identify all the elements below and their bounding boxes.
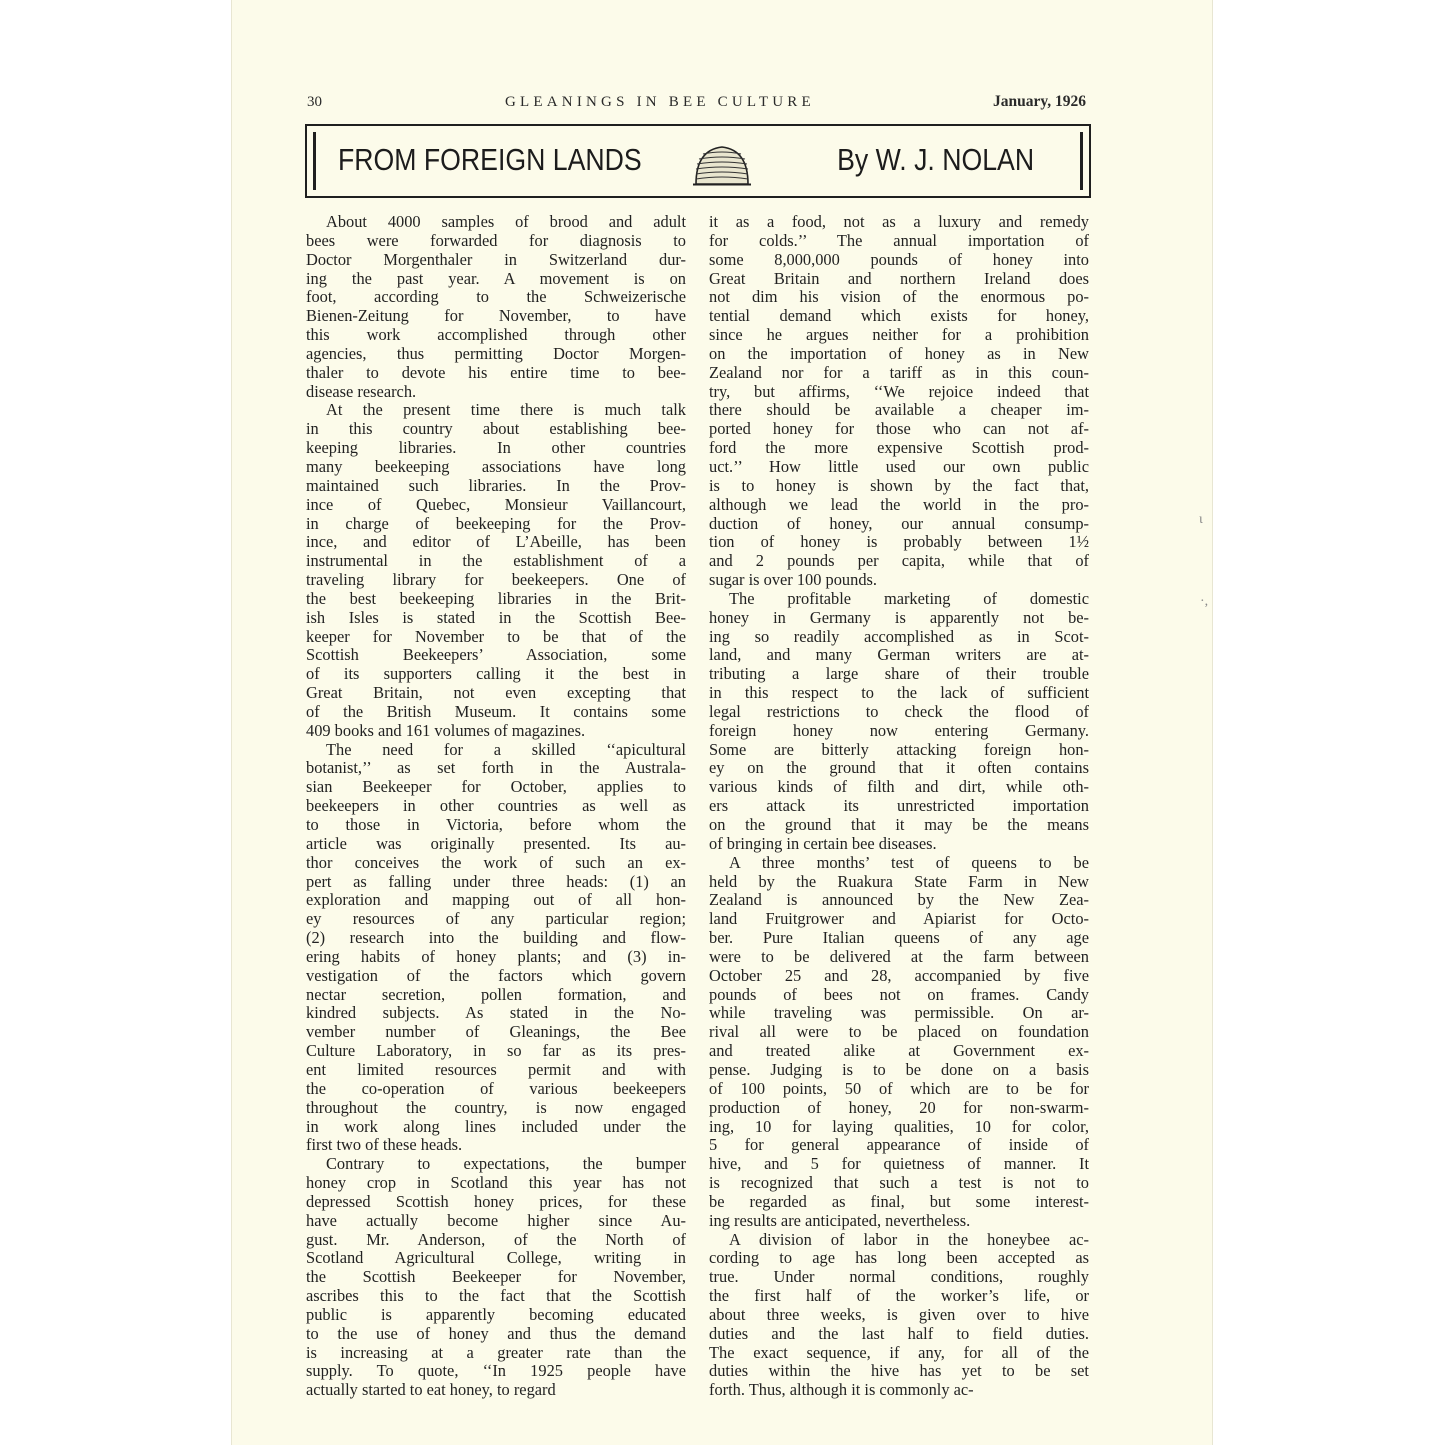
text-line: (2) research into the building and flow- (306, 928, 686, 948)
text-line: tributing a large share of their trouble (709, 664, 1089, 684)
text-line: A three months’ test of queens to be (729, 852, 1089, 872)
text-line: October 25 and 28, accompanied by five (709, 965, 1089, 985)
text-line: since he argues neither for a prohibition (709, 325, 1089, 345)
text-line: beekeepers in other countries as well as (306, 796, 686, 816)
text-line: duties within the hive has yet to be set (709, 1361, 1089, 1381)
text-line: land, and many German writers are at- (709, 645, 1089, 665)
text-line: thor conceives the work of such an ex- (306, 852, 686, 872)
text-line: Great Britain, not even excepting that (306, 683, 686, 703)
text-line: throughout the country, is now engaged (306, 1097, 686, 1117)
text-line: 5 for general appearance of inside of (709, 1135, 1089, 1155)
text-line: The exact sequence, if any, for all of the (709, 1342, 1089, 1362)
text-line: on the importation of honey as in New (709, 343, 1089, 363)
issue-date: January, 1926 (992, 93, 1086, 110)
magazine-page (232, 0, 1212, 1445)
text-line: kindred subjects. As stated in the No- (306, 1003, 686, 1023)
scan-mark: ·, (1200, 594, 1209, 609)
text-line: article was originally presented. Its au- (306, 833, 686, 853)
article-title-box (305, 124, 1091, 198)
text-line: vestigation of the factors which govern (306, 965, 686, 985)
title-frame (313, 132, 1083, 190)
text-line: is recognized that such a test is not to (709, 1173, 1089, 1193)
text-line: held by the Ruakura State Farm in New (709, 871, 1089, 891)
text-line: ing so readily accomplished as in Scot- (709, 626, 1089, 646)
text-line: thaler to devote his entire time to bee- (306, 362, 686, 382)
text-line: pounds of bees not on frames. Candy (709, 984, 1089, 1004)
text-line: instrumental in the establishment of a (306, 551, 686, 571)
text-line: the first half of the worker’s life, or (709, 1286, 1089, 1306)
article-byline: By W. J. NOLAN (836, 142, 1034, 177)
text-line: At the present time there is much talk (326, 400, 686, 420)
text-line: is increasing at a greater rate than the (306, 1342, 686, 1362)
text-line: foreign honey now entering Germany. (709, 720, 1089, 740)
page-number: 30 (307, 94, 322, 110)
text-line: cording to age has long been accepted as (709, 1248, 1089, 1268)
text-line: ing the past year. A movement is on (306, 268, 686, 288)
text-line: tion of honey is probably between 1½ (709, 532, 1089, 552)
text-line: production of honey, 20 for non-swarm- (709, 1097, 1089, 1117)
text-line: ber. Pure Italian queens of any age (709, 928, 1089, 948)
scan-mark: ι (1199, 512, 1203, 527)
text-line: ering habits of honey plants; and (3) in- (306, 946, 686, 966)
text-line: ascribes this to the fact that the Scottish (306, 1286, 686, 1306)
article-title: FROM FOREIGN LANDS (338, 142, 642, 177)
text-line: ince, and editor of L’Abeille, has been (306, 532, 686, 552)
text-line: first two of these heads. (306, 1135, 463, 1155)
text-line: to those in Victoria, before whom the (306, 815, 686, 834)
text-line: and 2 pounds per capita, while that of (709, 551, 1089, 571)
text-line: ey on the ground that it often contains (709, 758, 1089, 778)
paragraph (306, 213, 686, 401)
text-line: depressed Scottish honey prices, for these (306, 1191, 686, 1211)
text-line: disease research. (306, 381, 417, 401)
text-line: for colds.’’ The annual importation of (709, 230, 1089, 250)
text-line: try, but affirms, ‘‘We rejoice indeed that (709, 381, 1089, 401)
paragraph (709, 213, 1089, 590)
text-line: not dim his vision of the enormous po- (709, 287, 1089, 307)
paragraph (709, 1231, 1089, 1401)
text-line: ing, 10 for laying qualities, 10 for color, (709, 1116, 1089, 1136)
text-line: The need for a skilled ‘‘apicultural (326, 739, 686, 759)
text-line: uct.’’ How little used our own public (709, 456, 1089, 476)
text-line: foot, according to the Schweizerische (306, 287, 686, 307)
text-line: legal restrictions to check the flood of (709, 701, 1089, 721)
text-line: in this country about establishing bee- (306, 419, 686, 439)
text-line: there should be available a cheaper im- (709, 400, 1089, 420)
text-line: honey in Germany is apparently not be- (709, 607, 1089, 627)
text-line: sugar is over 100 pounds. (709, 570, 877, 590)
text-line: many beekeeping associations have long (306, 456, 686, 476)
text-line: is to honey is shown by the fact that, (709, 475, 1089, 495)
text-line: although we lead the world in the pro- (709, 494, 1089, 514)
text-line: gust. Mr. Anderson, of the North of (306, 1229, 686, 1249)
paragraph (306, 1155, 686, 1400)
text-line: public is apparently becoming educated (306, 1304, 686, 1324)
text-line: Zealand nor for a tariff as in this coun- (709, 362, 1089, 382)
text-line: rival all were to be placed on foundation (709, 1022, 1089, 1042)
text-line: duties and the last half to field duties. (709, 1323, 1089, 1343)
text-line: ported honey for those who can not af- (709, 419, 1089, 439)
text-line: Scottish Beekeepers’ Association, some (306, 645, 686, 665)
text-line: be regarded as final, but some interest- (709, 1191, 1089, 1211)
text-line: in work along lines included under the (306, 1116, 686, 1136)
text-line: to the use of honey and thus the demand (306, 1323, 686, 1343)
text-line: ent limited resources permit and with (306, 1059, 686, 1079)
text-line: forth. Thus, although it is commonly ac- (709, 1380, 974, 1400)
text-line: tential demand which exists for honey, (709, 306, 1089, 326)
text-line: of 100 points, 50 of which are to be for (709, 1078, 1089, 1098)
text-line: botanist,’’ as set forth in the Australa- (306, 758, 686, 778)
text-line: the co-operation of various beekeepers (306, 1078, 686, 1098)
text-line: ing results are anticipated, nevertheless. (709, 1210, 971, 1230)
text-line: in charge of beekeeping for the Prov- (306, 513, 686, 533)
text-line: Zealand is announced by the New Zea- (709, 890, 1089, 910)
text-line: have actually become higher since Au- (306, 1210, 686, 1230)
beehive-skep-icon (692, 144, 752, 186)
text-line: of the British Museum. It contains some (306, 701, 686, 721)
text-line: this work accomplished through other (306, 325, 686, 345)
text-line: Great Britain and northern Ireland does (709, 268, 1089, 288)
text-line: land Fruitgrower and Apiarist for Octo- (709, 909, 1089, 929)
journal-title: GLEANINGS IN BEE CULTURE (505, 94, 815, 110)
text-line: bees were forwarded for diagnosis to (306, 230, 686, 250)
text-line: honey crop in Scotland this year has not (306, 1173, 686, 1193)
paragraph (709, 590, 1089, 854)
text-line: ince of Quebec, Monsieur Vaillancourt, (306, 494, 686, 514)
text-line: Scotland Agricultural College, writing in (306, 1248, 686, 1268)
text-line: true. Under normal conditions, roughly (709, 1267, 1089, 1287)
text-line: ey resources of any particular region; (306, 909, 686, 929)
text-line: vember number of Gleanings, the Bee (306, 1022, 686, 1042)
text-line: nectar secretion, pollen formation, and (306, 984, 686, 1004)
text-line: A division of labor in the honeybee ac- (729, 1229, 1089, 1249)
text-line: Culture Laboratory, in so far as its pres- (306, 1041, 686, 1061)
text-line: duction of honey, our annual consump- (709, 513, 1089, 533)
left-text-column (306, 213, 686, 1400)
paragraph (306, 741, 686, 1156)
text-line: were to be delivered at the farm between (709, 946, 1089, 966)
text-line: Some are bitterly attacking foreign hon- (709, 739, 1089, 759)
text-line: the best beekeeping libraries in the Brit- (306, 588, 686, 608)
text-line: various kinds of filth and dirt, while oth- (709, 777, 1089, 797)
text-line: it as a food, not as a luxury and remedy (709, 212, 1089, 231)
text-line: and treated alike at Government ex- (709, 1041, 1089, 1061)
paragraph (306, 401, 686, 740)
text-line: hive, and 5 for quietness of manner. It (709, 1154, 1089, 1174)
text-line: Bienen-Zeitung for November, to have (306, 306, 686, 326)
text-line: ford the more expensive Scottish prod- (709, 438, 1089, 458)
text-line: ers attack its unrestricted importation (709, 796, 1089, 816)
text-line: supply. To quote, ‘‘In 1925 people have (306, 1361, 686, 1381)
text-line: maintained such libraries. In the Prov- (306, 475, 686, 495)
text-line: exploration and mapping out of all hon- (306, 890, 686, 910)
paragraph (709, 854, 1089, 1231)
text-line: of its supporters calling it the best in (306, 664, 686, 684)
text-line: in this respect to the lack of sufficient (709, 683, 1089, 703)
text-line: actually started to eat honey, to regard (306, 1380, 556, 1400)
text-line: while traveling was permissible. On ar- (709, 1003, 1089, 1023)
right-text-column (709, 213, 1089, 1400)
text-line: pert as falling under three heads: (1) an (306, 871, 686, 891)
text-line: pense. Judging is to be done on a basis (709, 1059, 1089, 1079)
text-line: Contrary to expectations, the bumper (326, 1154, 686, 1174)
text-line: 409 books and 161 volumes of magazines. (306, 720, 586, 740)
text-line: sian Beekeeper for October, applies to (306, 777, 686, 797)
text-line: some 8,000,000 pounds of honey into (709, 249, 1089, 269)
text-line: The profitable marketing of domestic (729, 588, 1089, 608)
text-line: about three weeks, is given over to hive (709, 1304, 1089, 1324)
text-line: keeping libraries. In other countries (306, 438, 686, 458)
running-head (232, 88, 1212, 116)
text-line: Doctor Morgenthaler in Switzerland dur- (306, 249, 686, 269)
text-line: on the ground that it may be the means (709, 815, 1089, 834)
text-line: of bringing in certain bee diseases. (709, 833, 937, 853)
text-line: traveling library for beekeepers. One of (306, 570, 686, 590)
text-line: About 4000 samples of brood and adult (326, 212, 686, 231)
text-line: the Scottish Beekeeper for November, (306, 1267, 686, 1287)
text-line: agencies, thus permitting Doctor Morgen- (306, 343, 686, 363)
text-line: keeper for November to be that of the (306, 626, 686, 646)
text-line: ish Isles is stated in the Scottish Bee- (306, 607, 686, 627)
